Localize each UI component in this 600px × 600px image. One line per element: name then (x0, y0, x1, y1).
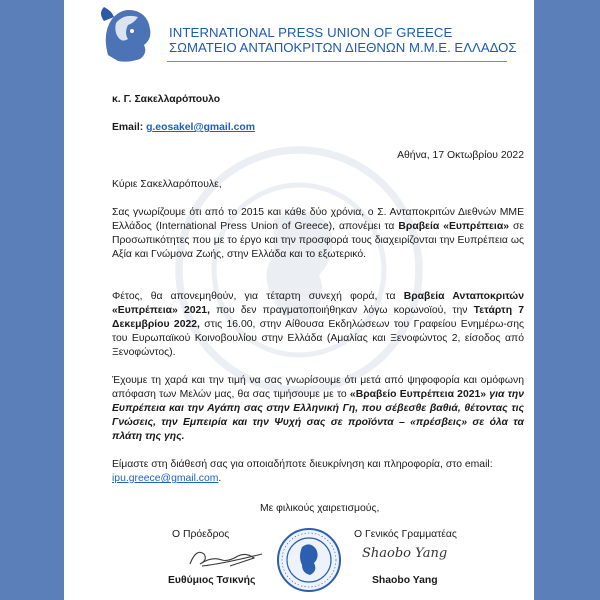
recipient-name: κ. Γ. Σακελλαρόπουλο (112, 94, 221, 105)
president-title: Ο Πρόεδρος (172, 529, 230, 540)
para1-bold: Βραβεία «Ευπρέπεια» (398, 221, 509, 232)
header-divider (167, 61, 507, 62)
ipu-email-link[interactable]: ipu.greece@gmail.com (112, 473, 219, 484)
paragraph-4 (112, 458, 524, 486)
para2-text-c: που δεν πραγματοποιήθηκαν λόγω κορωνοϊού, την (209, 305, 474, 316)
para2-text-a: Φέτος, θα απονεμηθούν, για τέταρτη συνεχή φορά, τα (112, 291, 404, 302)
email-label: Email: (112, 122, 144, 133)
org-name-greek: ΣΩΜΑΤΕΙΟ ΑΝΤΑΠΟΚΡΙΤΩΝ ΔΙΕΘΝΩΝ Μ.Μ.Ε. ΕΛΛΑΔΟΣ (169, 40, 517, 55)
secretary-signature: Shaobo Yang (362, 546, 448, 561)
recipient-email-line (112, 121, 255, 135)
para1-text-c: σε Προσωπικότητες που με το έργο και την προσφορά τους διαχειρίζονται την Ευπρέπεια ως Αξία και Γνώμονα Ζωής, στην Ελλάδα και το εξωτερικό. (112, 221, 525, 260)
athena-head-logo-icon (94, 3, 158, 63)
letter-page (64, 0, 534, 600)
para2-bold-award: Βραβεία Ανταποκριτών «Ευπρέπεια» 2021, (112, 291, 524, 316)
date-line: Αθήνα, 17 Οκτωβρίου 2022 (397, 150, 524, 161)
secretary-title: Ο Γενικός Γραμματέας (354, 529, 457, 540)
para2-bold-date: Τετάρτη 7 Δεκεμβρίου 2022, (112, 305, 525, 330)
paragraph-3 (112, 374, 524, 444)
para4-dot: . (218, 473, 222, 484)
secretary-name: Shaobo Yang (372, 575, 438, 586)
org-name-english: INTERNATIONAL PRESS UNION OF GREECE (169, 25, 453, 40)
paragraph-2 (112, 290, 524, 360)
para3-bold-italic: για την Ευπρέπεια και την Αγάπη σας στην Ελληνική Γη, που σέβεσθε βαθιά, θέτοντας τις Γνώσεις, την Εμπειρία και την Ψυχή σας σε προϊόντα – «πρέσβεις» σε όλα τα πλάτη της γης. (112, 389, 525, 442)
para3-bold-award: «Βραβείο Ευπρέπεια 2021» (349, 389, 487, 400)
union-seal-stamp-icon (276, 527, 342, 593)
closing-line: Με φιλικούς χαιρετισμούς, (260, 503, 380, 514)
salutation: Κύριε Σακελλαρόπουλε, (112, 179, 222, 190)
recipient-email-link[interactable]: g.eosakel@gmail.com (146, 122, 255, 133)
para2-text-e: στις 16.00, στην Αίθουσα Εκδηλώσεων του Γραφείου Ενημέρω-σης του Ευρωπαϊκού Κοινοβουλίου στην Ελλάδα (Αμαλίας και Ξενοφώντος 2, είσοδος από Ξενοφώντος). (112, 319, 524, 358)
president-name: Ευθύμιος Τσικνής (168, 575, 256, 586)
paragraph-1 (112, 206, 524, 262)
para3-text-a: Έχουμε τη χαρά και την τιμή να σας γνωρίσουμε ότι μετά από ψηφοφορία και ομόφωνη απόφαση των Μελών μας, θα σας τιμήσουμε με το (112, 375, 524, 400)
para4-text: Είμαστε στη διάθεσή σας για οποιαδήποτε διευκρίνηση και πληροφορία, στο email: (112, 459, 493, 470)
president-signature-icon (182, 542, 272, 572)
para1-text-a: Σας γνωρίζουμε ότι από το 2015 και κάθε δύο χρόνια, ο Σ. Ανταποκριτών Διεθνών ΜΜΕ Ελλάδος (International Press Union of Greece), απονέμει τα (112, 207, 524, 232)
